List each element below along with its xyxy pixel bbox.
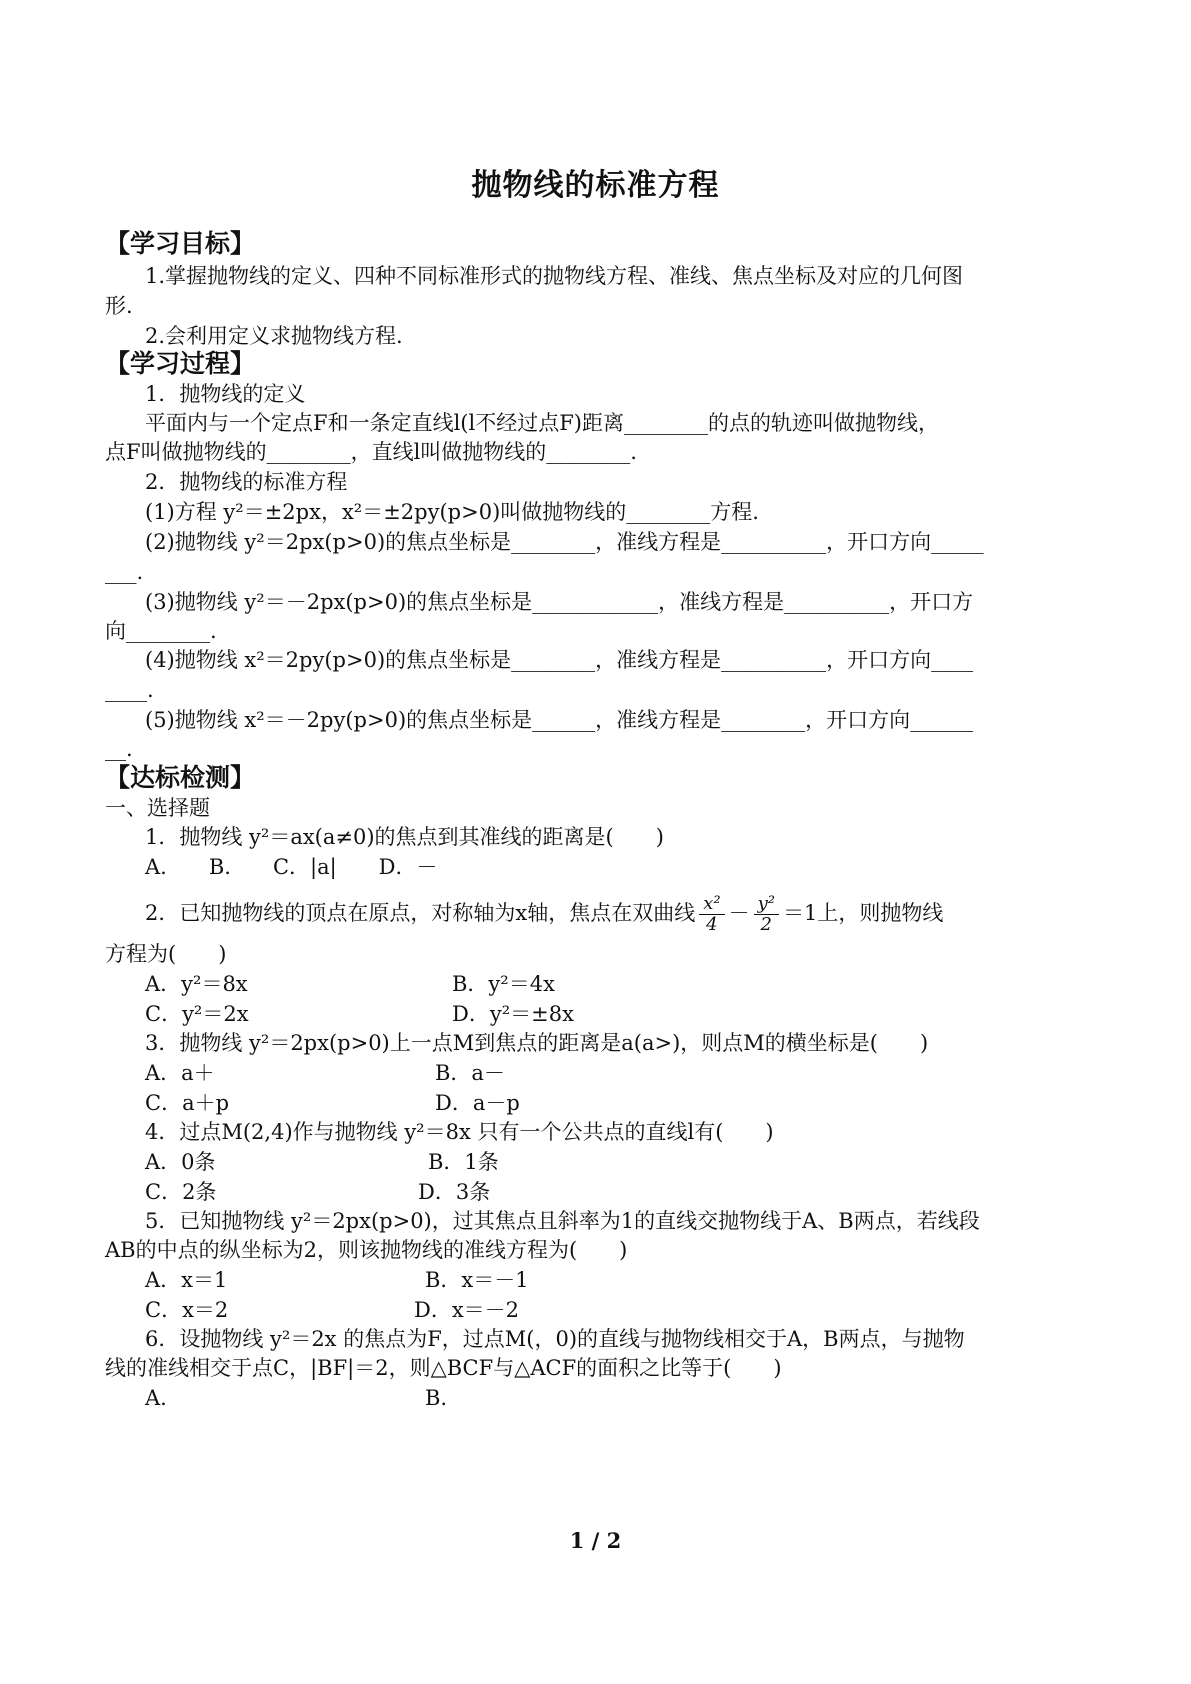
process-line: (1)方程 y²＝±2px，x²＝±2py(p>0)叫做抛物线的________方程. <box>145 500 759 524</box>
process-line: ___. <box>105 560 144 584</box>
question-6: 6．设抛物线 y²＝2x 的焦点为F，过点M(，0)的直线与抛物线相交于A，B两点，与抛物 <box>145 1327 965 1351</box>
option-b: B．1条 <box>428 1150 499 1174</box>
option-a: A．y²＝8x <box>145 972 248 996</box>
option-b: B．y²＝4x <box>452 972 555 996</box>
option-a: A．x＝1 <box>145 1268 228 1292</box>
section-heading-process: 【学习过程】 <box>105 349 256 378</box>
option-c: C．a＋p <box>145 1091 230 1115</box>
fraction-x2-4: $\frac{\text{x²}}{4}$ <box>699 894 724 935</box>
option-d: D．y²＝±8x <box>452 1002 574 1026</box>
fraction-y2-2: $\frac{\text{y²}}{2}$ <box>754 894 779 935</box>
option-a: A．0条 <box>145 1150 216 1174</box>
objective-line: 2.会利用定义求抛物线方程. <box>145 324 403 348</box>
process-line: __. <box>105 737 133 761</box>
process-line: 点F叫做抛物线的________，直线l叫做抛物线的________. <box>105 440 637 464</box>
option-c: C．2条 <box>145 1180 217 1204</box>
process-line: (4)抛物线 x²＝2py(p>0)的焦点坐标是________，准线方程是__________，开口方向____ <box>145 648 974 672</box>
option-c: C．x＝2 <box>145 1298 229 1322</box>
process-line: 1．抛物线的定义 <box>145 382 306 406</box>
process-line: (5)抛物线 x²＝－2py(p>0)的焦点坐标是______，准线方程是________，开口方向______ <box>145 708 974 732</box>
question-5-cont: AB的中点的纵坐标为2，则该抛物线的准线方程为( ) <box>105 1238 628 1262</box>
question-3: 3．抛物线 y²＝2px(p>0)上一点M到焦点的距离是a(a>)，则点M的横坐标是( ) <box>145 1031 929 1055</box>
option-d: D．3条 <box>418 1180 491 1204</box>
question-4: 4．过点M(2,4)作与抛物线 y²＝8x 只有一个公共点的直线l有( ) <box>145 1120 774 1144</box>
process-line: (2)抛物线 y²＝2px(p>0)的焦点坐标是________，准线方程是__________，开口方向_____ <box>145 530 984 554</box>
question-5: 5．已知抛物线 y²＝2px(p>0)，过其焦点且斜率为1的直线交抛物线于A、B两点，若线段 <box>145 1209 980 1233</box>
option-a: A. <box>145 1386 167 1410</box>
process-line: 平面内与一个定点F和一条定直线l(l不经过点F)距离________的点的轨迹叫做抛物线， <box>145 411 939 435</box>
question-2: 2．已知抛物线的顶点在原点，对称轴为x轴，焦点在双曲线 $\frac{\text{x²}}{4}$ － $\frac{\text{y²}}{2}$ ＝1上，则抛物线 <box>145 893 944 935</box>
question-1: 1．抛物线 y²＝ax(a≠0)的焦点到其准线的距离是( ) <box>145 825 664 849</box>
process-line: 向________. <box>105 619 217 643</box>
objective-line: 形. <box>105 294 133 318</box>
question-2-cont: 方程为( ) <box>105 942 227 966</box>
process-line: (3)抛物线 y²＝－2px(p>0)的焦点坐标是____________，准线方程是__________，开口方 <box>145 590 974 614</box>
question-6-cont: 线的准线相交于点C，|BF|＝2，则△BCF与△ACF的面积之比等于( ) <box>105 1356 782 1380</box>
subsection-title: 一、选择题 <box>105 796 210 820</box>
option-a: A．a＋ <box>145 1061 215 1085</box>
question-1-options: A. B. C．|a| D．－ <box>145 855 438 879</box>
option-d: D．x＝－2 <box>414 1298 520 1322</box>
objective-line: 1.掌握抛物线的定义、四种不同标准形式的抛物线方程、准线、焦点坐标及对应的几何图 <box>145 264 964 288</box>
question-2-text: 2．已知抛物线的顶点在原点，对称轴为x轴，焦点在双曲线 <box>145 901 696 925</box>
option-b: B．a－ <box>435 1061 505 1085</box>
process-line: ____. <box>105 678 154 702</box>
option-b: B．x＝－1 <box>425 1268 529 1292</box>
option-c: C．y²＝2x <box>145 1002 249 1026</box>
option-b: B. <box>425 1386 448 1410</box>
page-number: 1 / 2 <box>569 1528 622 1553</box>
page-title: 抛物线的标准方程 <box>471 168 720 203</box>
option-d: D．a－p <box>435 1091 520 1115</box>
section-heading-test: 【达标检测】 <box>105 763 256 792</box>
process-line: 2．抛物线的标准方程 <box>145 470 348 494</box>
section-heading-objectives: 【学习目标】 <box>105 229 256 258</box>
